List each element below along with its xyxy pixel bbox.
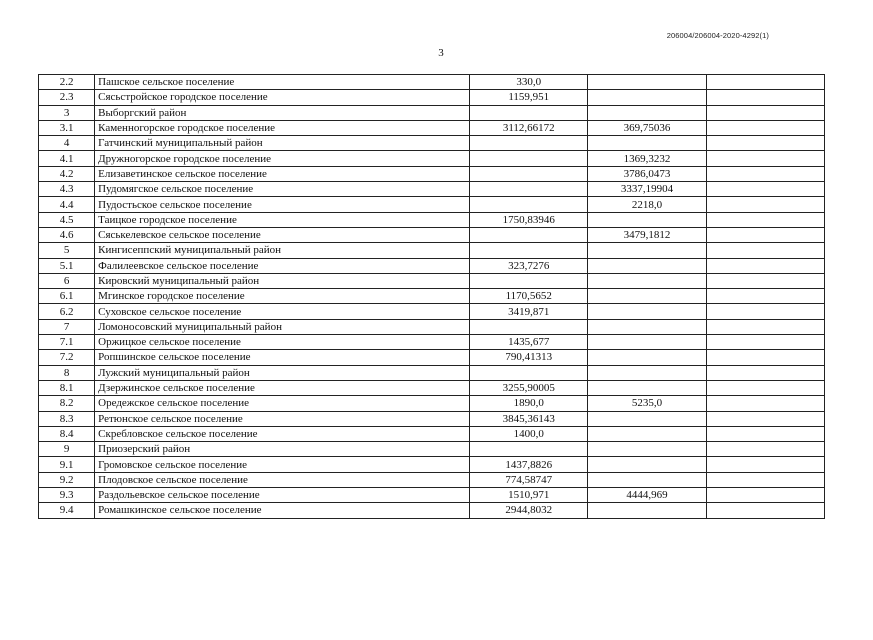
settlement-name-cell: Мгинское городское поселение bbox=[95, 289, 470, 304]
table-row bbox=[39, 227, 825, 242]
row-number-cell: 4.5 bbox=[39, 212, 95, 227]
value-cell-3 bbox=[706, 411, 824, 426]
table-row bbox=[39, 105, 825, 120]
value-cell-2 bbox=[588, 457, 706, 472]
value-cell-2: 5235,0 bbox=[588, 396, 706, 411]
settlement-name-cell: Гатчинский муниципальный район bbox=[95, 136, 470, 151]
row-number-cell: 8.1 bbox=[39, 380, 95, 395]
value-cell-2 bbox=[588, 335, 706, 350]
value-cell-1 bbox=[470, 227, 588, 242]
row-number-cell: 8 bbox=[39, 365, 95, 380]
value-cell-1 bbox=[470, 136, 588, 151]
row-number-cell: 9 bbox=[39, 442, 95, 457]
value-cell-3 bbox=[706, 426, 824, 441]
value-cell-2 bbox=[588, 258, 706, 273]
value-cell-3 bbox=[706, 182, 824, 197]
settlement-name-cell: Елизаветинское сельское поселение bbox=[95, 166, 470, 181]
settlement-name-cell: Дзержинское сельское поселение bbox=[95, 380, 470, 395]
value-cell-2 bbox=[588, 503, 706, 518]
value-cell-3 bbox=[706, 243, 824, 258]
table-row bbox=[39, 258, 825, 273]
value-cell-3 bbox=[706, 151, 824, 166]
value-cell-3 bbox=[706, 166, 824, 181]
value-cell-2 bbox=[588, 365, 706, 380]
row-number-cell: 7.2 bbox=[39, 350, 95, 365]
value-cell-2: 3337,19904 bbox=[588, 182, 706, 197]
row-number-cell: 4.4 bbox=[39, 197, 95, 212]
settlement-name-cell: Кировский муниципальный район bbox=[95, 273, 470, 288]
table-row bbox=[39, 335, 825, 350]
settlement-name-cell: Ломоносовский муниципальный район bbox=[95, 319, 470, 334]
value-cell-1 bbox=[470, 151, 588, 166]
value-cell-2 bbox=[588, 136, 706, 151]
row-number-cell: 6.2 bbox=[39, 304, 95, 319]
document-id: 206004/206004-2020-4292(1) bbox=[666, 31, 769, 40]
value-cell-2 bbox=[588, 472, 706, 487]
value-cell-1: 1400,0 bbox=[470, 426, 588, 441]
row-number-cell: 4.2 bbox=[39, 166, 95, 181]
value-cell-3 bbox=[706, 457, 824, 472]
settlement-name-cell: Фалилеевское сельское поселение bbox=[95, 258, 470, 273]
row-number-cell: 4.1 bbox=[39, 151, 95, 166]
value-cell-1: 1170,5652 bbox=[470, 289, 588, 304]
value-cell-1 bbox=[470, 243, 588, 258]
table-row bbox=[39, 457, 825, 472]
table-row bbox=[39, 197, 825, 212]
table-row bbox=[39, 166, 825, 181]
value-cell-2 bbox=[588, 105, 706, 120]
value-cell-1: 323,7276 bbox=[470, 258, 588, 273]
value-cell-3 bbox=[706, 273, 824, 288]
value-cell-3 bbox=[706, 227, 824, 242]
settlement-name-cell: Каменногорское городское поселение bbox=[95, 120, 470, 135]
value-cell-2: 4444,969 bbox=[588, 488, 706, 503]
row-number-cell: 9.3 bbox=[39, 488, 95, 503]
row-number-cell: 3.1 bbox=[39, 120, 95, 135]
settlement-name-cell: Ропшинское сельское поселение bbox=[95, 350, 470, 365]
row-number-cell: 4 bbox=[39, 136, 95, 151]
row-number-cell: 7.1 bbox=[39, 335, 95, 350]
value-cell-1: 774,58747 bbox=[470, 472, 588, 487]
value-cell-2 bbox=[588, 212, 706, 227]
value-cell-3 bbox=[706, 258, 824, 273]
table-row bbox=[39, 488, 825, 503]
value-cell-3 bbox=[706, 396, 824, 411]
value-cell-1: 1890,0 bbox=[470, 396, 588, 411]
row-number-cell: 7 bbox=[39, 319, 95, 334]
table-row bbox=[39, 243, 825, 258]
value-cell-1: 2944,8032 bbox=[470, 503, 588, 518]
value-cell-1 bbox=[470, 273, 588, 288]
settlement-name-cell: Лужский муниципальный район bbox=[95, 365, 470, 380]
value-cell-1: 1750,83946 bbox=[470, 212, 588, 227]
table-row bbox=[39, 182, 825, 197]
settlement-name-cell: Пудомягское сельское поселение bbox=[95, 182, 470, 197]
settlement-name-cell: Приозерский район bbox=[95, 442, 470, 457]
value-cell-3 bbox=[706, 212, 824, 227]
value-cell-1: 1437,8826 bbox=[470, 457, 588, 472]
value-cell-1 bbox=[470, 319, 588, 334]
table-row bbox=[39, 396, 825, 411]
settlement-name-cell: Громовское сельское поселение bbox=[95, 457, 470, 472]
settlement-name-cell: Сясьстройское городское поселение bbox=[95, 90, 470, 105]
value-cell-2 bbox=[588, 75, 706, 90]
value-cell-3 bbox=[706, 289, 824, 304]
value-cell-2 bbox=[588, 380, 706, 395]
value-cell-3 bbox=[706, 442, 824, 457]
row-number-cell: 9.4 bbox=[39, 503, 95, 518]
value-cell-1 bbox=[470, 365, 588, 380]
row-number-cell: 2.3 bbox=[39, 90, 95, 105]
row-number-cell: 2.2 bbox=[39, 75, 95, 90]
row-number-cell: 5 bbox=[39, 243, 95, 258]
settlement-name-cell: Скребловское сельское поселение bbox=[95, 426, 470, 441]
row-number-cell: 8.2 bbox=[39, 396, 95, 411]
value-cell-3 bbox=[706, 319, 824, 334]
value-cell-3 bbox=[706, 350, 824, 365]
value-cell-3 bbox=[706, 90, 824, 105]
allocation-table bbox=[38, 74, 825, 519]
settlement-name-cell: Плодовское сельское поселение bbox=[95, 472, 470, 487]
settlement-name-cell: Ретюнское сельское поселение bbox=[95, 411, 470, 426]
row-number-cell: 5.1 bbox=[39, 258, 95, 273]
table-row bbox=[39, 426, 825, 441]
table-row bbox=[39, 75, 825, 90]
value-cell-2 bbox=[588, 426, 706, 441]
row-number-cell: 3 bbox=[39, 105, 95, 120]
value-cell-2 bbox=[588, 304, 706, 319]
table-row bbox=[39, 380, 825, 395]
settlement-name-cell: Таицкое городское поселение bbox=[95, 212, 470, 227]
value-cell-1: 1510,971 bbox=[470, 488, 588, 503]
settlement-name-cell: Пудостьское сельское поселение bbox=[95, 197, 470, 212]
value-cell-1: 3112,66172 bbox=[470, 120, 588, 135]
row-number-cell: 8.3 bbox=[39, 411, 95, 426]
table-row bbox=[39, 472, 825, 487]
settlement-name-cell: Кингисеппский муниципальный район bbox=[95, 243, 470, 258]
value-cell-3 bbox=[706, 503, 824, 518]
table-row bbox=[39, 273, 825, 288]
row-number-cell: 8.4 bbox=[39, 426, 95, 441]
value-cell-3 bbox=[706, 105, 824, 120]
table-row bbox=[39, 319, 825, 334]
value-cell-1 bbox=[470, 197, 588, 212]
value-cell-1 bbox=[470, 105, 588, 120]
value-cell-2 bbox=[588, 289, 706, 304]
table-row bbox=[39, 289, 825, 304]
value-cell-3 bbox=[706, 335, 824, 350]
value-cell-2: 3479,1812 bbox=[588, 227, 706, 242]
value-cell-1: 3255,90005 bbox=[470, 380, 588, 395]
page-number: 3 bbox=[438, 47, 444, 59]
value-cell-3 bbox=[706, 197, 824, 212]
value-cell-2: 2218,0 bbox=[588, 197, 706, 212]
settlement-name-cell: Оржицкое сельское поселение bbox=[95, 335, 470, 350]
table-row bbox=[39, 304, 825, 319]
value-cell-2 bbox=[588, 350, 706, 365]
value-cell-1: 3845,36143 bbox=[470, 411, 588, 426]
table-row bbox=[39, 212, 825, 227]
value-cell-3 bbox=[706, 136, 824, 151]
settlement-name-cell: Ромашкинское сельское поселение bbox=[95, 503, 470, 518]
value-cell-2 bbox=[588, 319, 706, 334]
settlement-name-cell: Раздольевское сельское поселение bbox=[95, 488, 470, 503]
table-row bbox=[39, 350, 825, 365]
value-cell-2 bbox=[588, 90, 706, 105]
table-row bbox=[39, 136, 825, 151]
value-cell-1: 1159,951 bbox=[470, 90, 588, 105]
settlement-name-cell: Оредежское сельское поселение bbox=[95, 396, 470, 411]
row-number-cell: 9.1 bbox=[39, 457, 95, 472]
value-cell-3 bbox=[706, 304, 824, 319]
value-cell-2 bbox=[588, 442, 706, 457]
row-number-cell: 4.3 bbox=[39, 182, 95, 197]
settlement-name-cell: Пашское сельское поселение bbox=[95, 75, 470, 90]
value-cell-2: 1369,3232 bbox=[588, 151, 706, 166]
settlement-name-cell: Сяськелевское сельское поселение bbox=[95, 227, 470, 242]
table-row bbox=[39, 411, 825, 426]
row-number-cell: 6.1 bbox=[39, 289, 95, 304]
table-row bbox=[39, 442, 825, 457]
table-row bbox=[39, 90, 825, 105]
settlement-name-cell: Суховское сельское поселение bbox=[95, 304, 470, 319]
value-cell-3 bbox=[706, 380, 824, 395]
value-cell-1: 1435,677 bbox=[470, 335, 588, 350]
value-cell-3 bbox=[706, 488, 824, 503]
value-cell-2 bbox=[588, 411, 706, 426]
table-row bbox=[39, 365, 825, 380]
value-cell-2: 369,75036 bbox=[588, 120, 706, 135]
table-row bbox=[39, 503, 825, 518]
value-cell-1: 790,41313 bbox=[470, 350, 588, 365]
value-cell-1 bbox=[470, 182, 588, 197]
value-cell-1: 330,0 bbox=[470, 75, 588, 90]
row-number-cell: 9.2 bbox=[39, 472, 95, 487]
row-number-cell: 4.6 bbox=[39, 227, 95, 242]
table-row bbox=[39, 120, 825, 135]
settlement-name-cell: Выборгский район bbox=[95, 105, 470, 120]
value-cell-2 bbox=[588, 243, 706, 258]
value-cell-3 bbox=[706, 120, 824, 135]
value-cell-2: 3786,0473 bbox=[588, 166, 706, 181]
table-body bbox=[39, 75, 825, 519]
value-cell-1 bbox=[470, 166, 588, 181]
value-cell-1 bbox=[470, 442, 588, 457]
value-cell-2 bbox=[588, 273, 706, 288]
value-cell-3 bbox=[706, 472, 824, 487]
row-number-cell: 6 bbox=[39, 273, 95, 288]
value-cell-3 bbox=[706, 365, 824, 380]
table-row bbox=[39, 151, 825, 166]
value-cell-3 bbox=[706, 75, 824, 90]
settlement-name-cell: Дружногорское городское поселение bbox=[95, 151, 470, 166]
value-cell-1: 3419,871 bbox=[470, 304, 588, 319]
